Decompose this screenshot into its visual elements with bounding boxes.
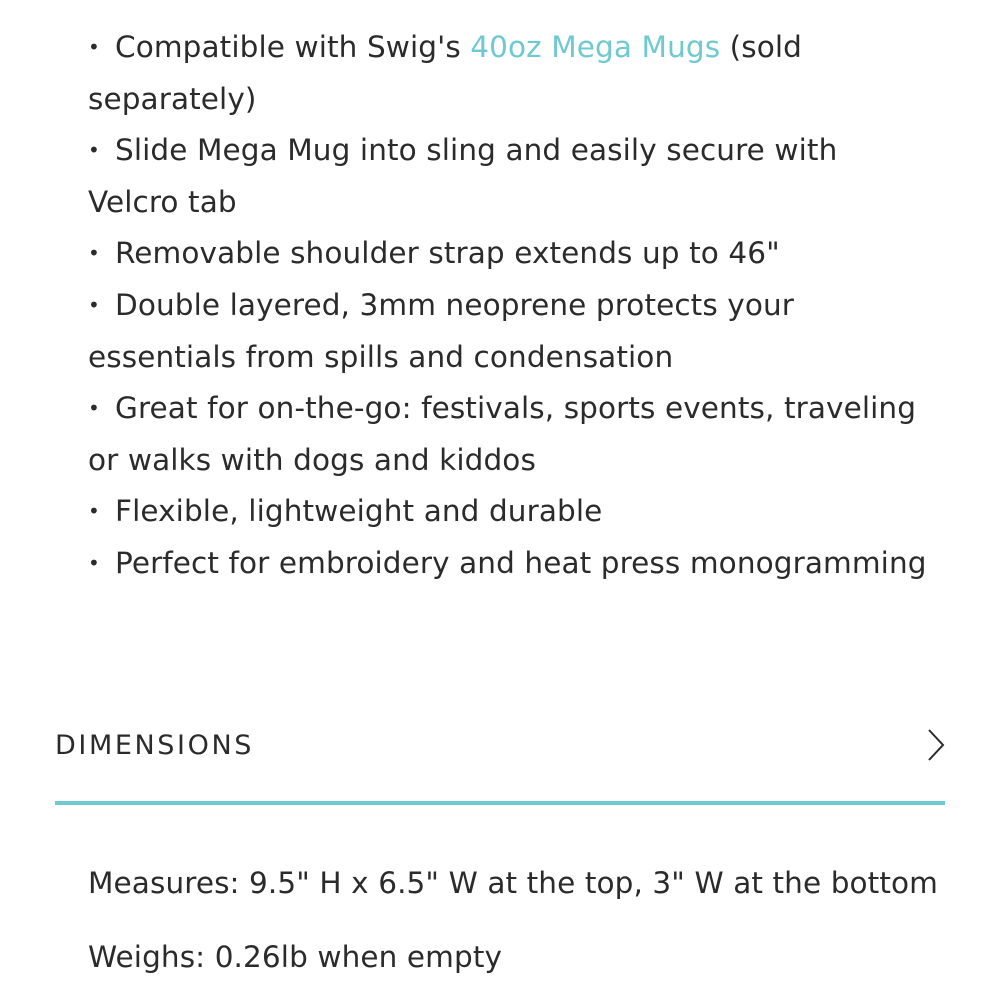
bullet-icon: • [88, 292, 100, 317]
dimensions-heading: DIMENSIONS [55, 730, 254, 761]
feature-text: Great for on-the-go: festivals, sports events, traveling [115, 391, 917, 426]
feature-text: Flexible, lightweight and durable [115, 494, 603, 529]
feature-text: Compatible with Swig's [115, 30, 471, 64]
feature-text: Removable shoulder strap extends up to 46" [115, 236, 780, 271]
list-item [88, 280, 958, 383]
list-item [88, 125, 958, 228]
list-item [88, 22, 958, 125]
list-item [88, 228, 958, 280]
measures-text: Measures: 9.5" H x 6.5" W at the top, 3" W at the bottom [88, 866, 938, 900]
list-item [88, 383, 958, 486]
bullet-icon: • [88, 35, 100, 59]
feature-text: Perfect for embroidery and heat press monogramming [115, 545, 927, 580]
list-item [88, 538, 958, 590]
bullet-icon: • [88, 396, 100, 421]
feature-text: (sold [720, 30, 802, 64]
mega-mugs-link[interactable]: 40oz Mega Mugs [470, 30, 721, 64]
list-item [88, 486, 958, 538]
feature-text: essentials from spills and condensation [88, 339, 674, 374]
feature-text: Slide Mega Mug into sling and easily secure with [115, 133, 838, 168]
feature-text: separately) [88, 81, 257, 116]
bullet-icon: • [88, 499, 100, 524]
dimensions-accordion-toggle[interactable] [55, 722, 945, 776]
bullet-icon: • [88, 550, 100, 575]
bullet-icon: • [88, 241, 100, 266]
feature-text: or walks with dogs and kiddos [88, 442, 536, 477]
chevron-right-icon [927, 728, 945, 762]
feature-text: Double layered, 3mm neoprene protects your [115, 287, 795, 322]
bullet-icon: • [88, 138, 100, 163]
weighs-text: Weighs: 0.26lb when empty [88, 940, 503, 974]
feature-list [88, 22, 958, 590]
feature-text: Velcro tab [88, 184, 237, 219]
accordion-divider [55, 801, 945, 805]
